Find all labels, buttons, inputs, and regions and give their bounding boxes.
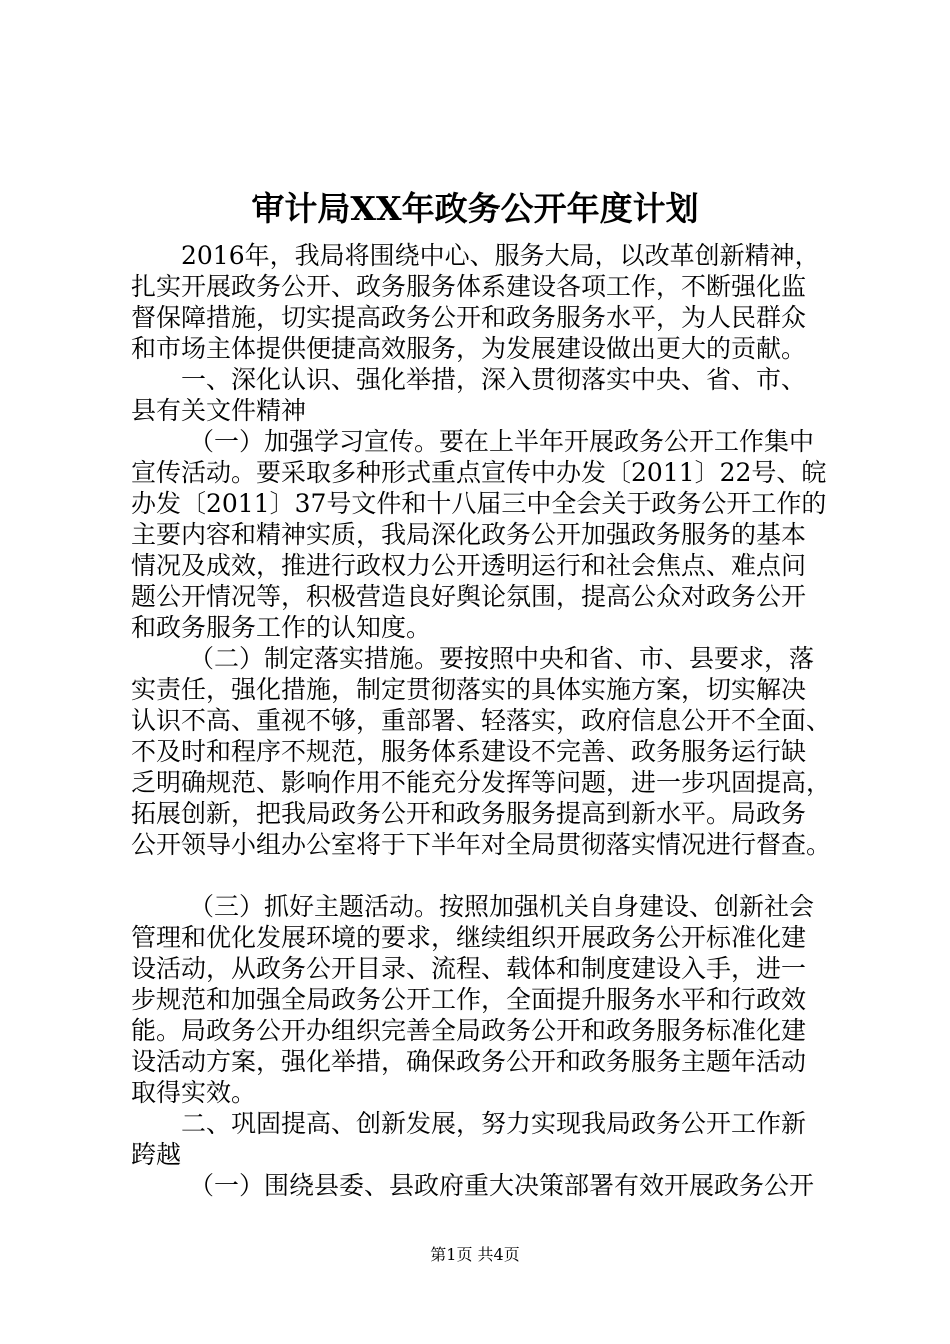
paragraph-line: 能。局政务公开办组织完善全局政务公开和政务服务标准化建 [131,1016,807,1045]
paragraph-line: 认识不高、重视不够，重部署、轻落实，政府信息公开不全面、 [131,706,832,735]
paragraph-line: 步规范和加强全局政务公开工作，全面提升服务水平和行政效 [131,985,807,1014]
paragraph-line: 办发〔2011〕37号文件和十八届三中全会关于政务公开工作的 [131,489,827,518]
section-heading-line: 二、巩固提高、创新发展，努力实现我局政务公开工作新 [181,1109,807,1138]
paragraph-line: 实责任，强化措施，制定贯彻落实的具体实施方案，切实解决 [131,675,807,704]
paragraph-line: 设活动方案，强化举措，确保政务公开和政务服务主题年活动 [131,1047,807,1076]
section-heading-line: 一、深化认识、强化举措，深入贯彻落实中央、省、市、 [181,365,807,394]
paragraph-line: 2016年，我局将围绕中心、服务大局，以改革创新精神， [181,241,820,270]
paragraph-line: 乏明确规范、影响作用不能充分发挥等问题，进一步巩固提高， [131,768,832,797]
paragraph-line: 和市场主体提供便捷高效服务，为发展建设做出更大的贡献。 [131,334,807,363]
page-number-footer: 第1页 共4页 [430,1245,520,1264]
paragraph-line: 设活动，从政务公开目录、流程、载体和制度建设入手，进一 [131,954,807,983]
paragraph-line: 主要内容和精神实质，我局深化政务公开加强政务服务的基本 [131,520,807,549]
paragraph-line: （一）围绕县委、县政府重大决策部署有效开展政务公开 [189,1171,815,1200]
document-title: 审计局XX年政务公开年度计划 [251,189,699,228]
paragraph-line: （三）抓好主题活动。按照加强机关自身建设、创新社会 [189,892,815,921]
paragraph-line: 题公开情况等，积极营造良好舆论氛围，提高公众对政务公开 [131,582,807,611]
section-heading-line: 县有关文件精神 [131,396,307,425]
paragraph-line: （二）制定落实措施。要按照中央和省、市、县要求，落 [189,644,815,673]
paragraph-line: 公开领导小组办公室将于下半年对全局贯彻落实情况进行督查。 [131,830,832,859]
paragraph-line: 宣传活动。要采取多种形式重点宣传中办发〔2011〕22号、皖 [131,458,827,487]
paragraph-line: 拓展创新，把我局政务公开和政务服务提高到新水平。局政务 [131,799,807,828]
paragraph-line: 情况及成效，推进行政权力公开透明运行和社会焦点、难点问 [131,551,807,580]
paragraph-gap [131,860,831,891]
section-heading-line: 跨越 [131,1140,182,1169]
paragraph-line: 取得实效。 [131,1078,257,1107]
paragraph-line: 督保障措施，切实提高政务公开和政务服务水平，为人民群众 [131,303,807,332]
paragraph-line: 扎实开展政务公开、政务服务体系建设各项工作，不断强化监 [131,272,807,301]
paragraph-line: 和政务服务工作的认知度。 [131,613,432,642]
paragraph-line: （一）加强学习宣传。要在上半年开展政务公开工作集中 [189,427,815,456]
paragraph-line: 不及时和程序不规范，服务体系建设不完善、政务服务运行缺 [131,737,807,766]
document-body [131,240,831,1201]
paragraph-line: 管理和优化发展环境的要求，继续组织开展政务公开标准化建 [131,923,807,952]
